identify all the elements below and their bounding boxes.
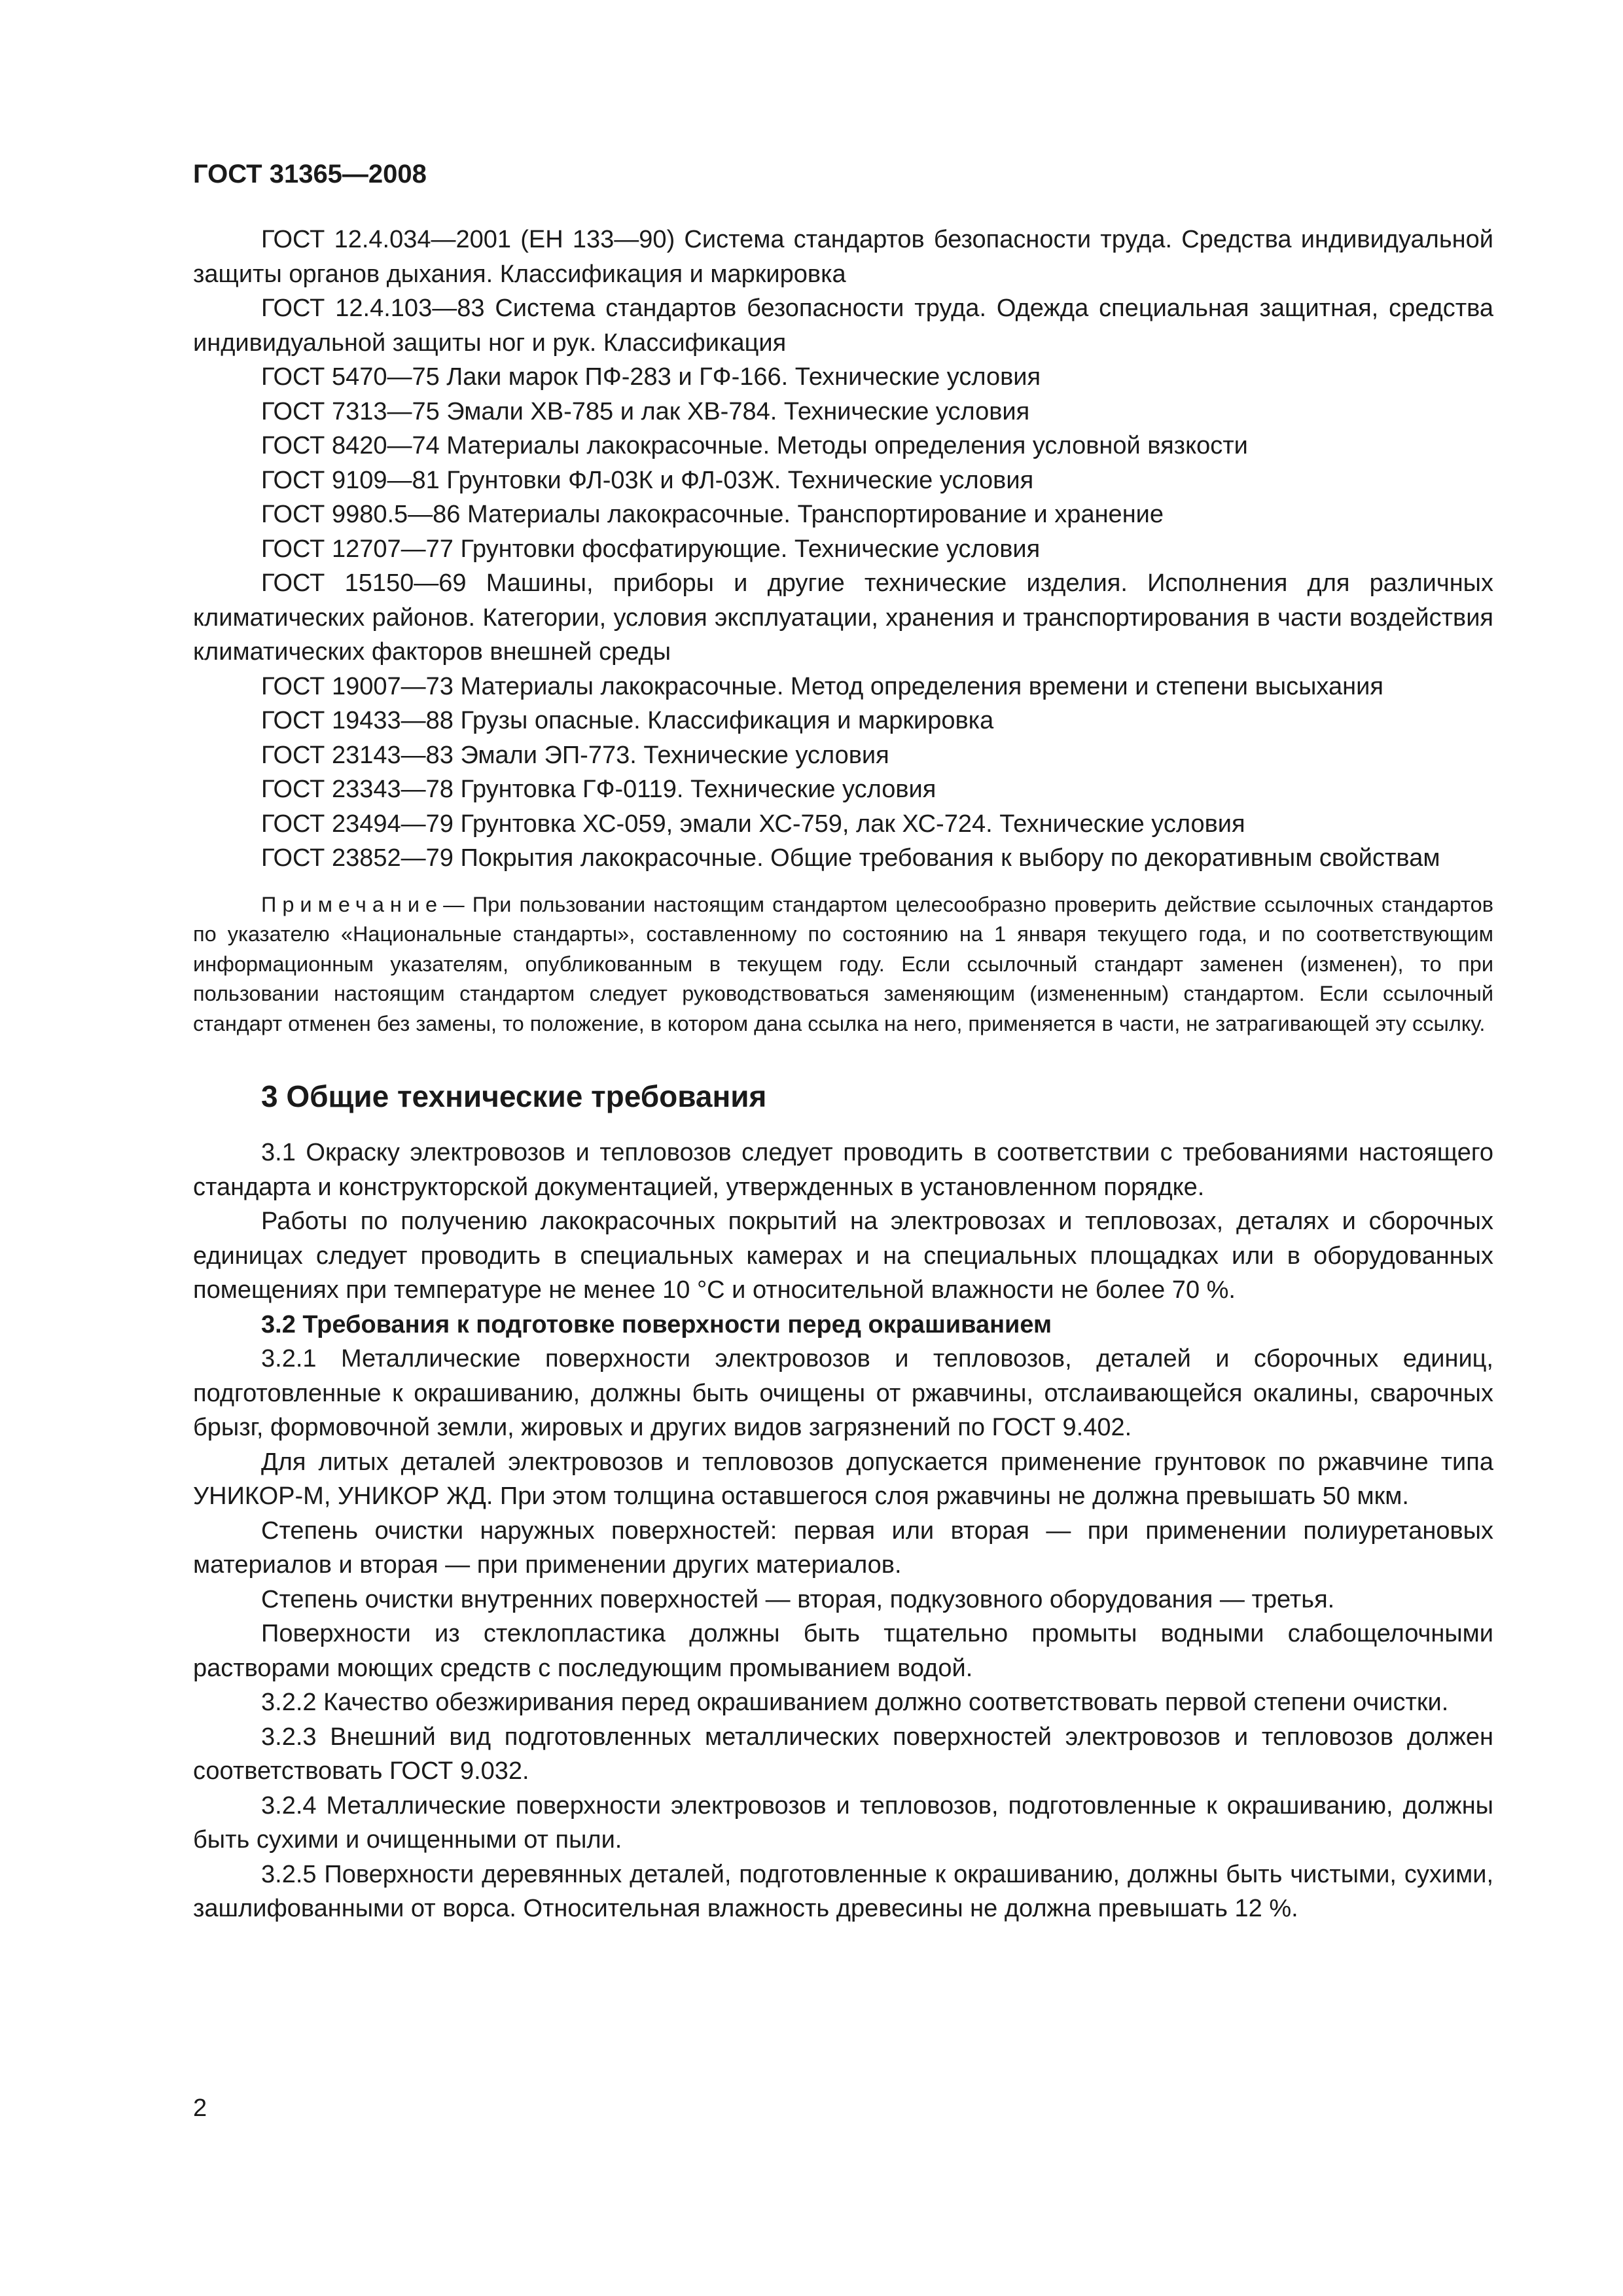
reference-item: ГОСТ 12707—77 Грунтовки фосфатирующие. Технические условия — [261, 535, 1041, 563]
reference-item: ГОСТ 23494—79 Грунтовка ХС-059, эмали ХС-759, лак ХС-724. Технические условия — [261, 810, 1245, 838]
reference-item: ГОСТ 7313—75 Эмали ХВ-785 и лак ХВ-784. Технические условия — [261, 397, 1030, 425]
reference-item: ГОСТ 23852—79 Покрытия лакокрасочные. Общие требования к выбору по декоративным свойствам — [261, 844, 1440, 872]
reference-item: ГОСТ 19007—73 Материалы лакокрасочные. Метод определения времени и степени высыхания — [261, 672, 1383, 700]
normative-references-list — [193, 223, 1493, 876]
section-paragraph: 3.2.2 Качество обезжиривания перед окрашиванием должно соответствовать первой степени очистки. — [261, 1689, 1449, 1716]
section-3-title: 3 Общие технические требования — [261, 1079, 767, 1113]
section-paragraph: Для литых деталей электровозов и тепловозов допускается применение грунтовок по ржавчине типа УНИКОР-М, УНИКОР ЖД. При этом толщина оставшегося слоя ржавчины не должна превышать 50 мкм. — [193, 1448, 1493, 1510]
note-label: Примечание — [261, 892, 444, 916]
reference-item: ГОСТ 9980.5—86 Материалы лакокрасочные. Транспортирование и хранение — [261, 501, 1164, 528]
note-text: — При пользовании настоящим стандартом целесообразно проверить действие ссылочных стандартов по указателю «Национальные стандарты», составленному по состоянию на 1 января текущего года, и по соответствующим информационным указателям, опубликованным в текущем году. Если ссылочный стандарт заменен (изменен), то при пользовании настоящим стандартом следует руководствоваться заменяющим (измененным) стандартом. Если ссылочный стандарт отменен без замены, то положение, в котором дана ссылка на него, применяется в части, не затрагивающей эту ссылку. — [193, 892, 1493, 1035]
section-paragraph: 3.2.4 Металлические поверхности электровозов и тепловозов, подготовленные к окрашиванию, должны быть сухими и очищенными от пыли. — [193, 1791, 1493, 1854]
reference-item: ГОСТ 23343—78 Грунтовка ГФ-0119. Технические условия — [261, 776, 936, 803]
reference-item: ГОСТ 5470—75 Лаки марок ПФ-283 и ГФ-166. Технические условия — [261, 363, 1041, 391]
reference-item: ГОСТ 15150—69 Машины, приборы и другие технические изделия. Исполнения для различных климатических районов. Категории, условия эксплуатации, хранения и транспортирования в части воздействия климатических факторов внешней среды — [193, 569, 1493, 666]
reference-item: ГОСТ 23143—83 Эмали ЭП-773. Технические условия — [261, 741, 889, 769]
reference-item: ГОСТ 12.4.103—83 Система стандартов безопасности труда. Одежда специальная защитная, средства индивидуальной защиты ног и рук. Классификация — [193, 295, 1493, 357]
reference-item: ГОСТ 8420—74 Материалы лакокрасочные. Методы определения условной вязкости — [261, 432, 1248, 459]
section-paragraph: Поверхности из стеклопластика должны быть тщательно промыты водными слабощелочными растворами моющих средств с последующим промыванием водой. — [193, 1620, 1493, 1682]
page-number: 2 — [193, 2094, 207, 2122]
subsection-3-2-title: 3.2 Требования к подготовке поверхности перед окрашиванием — [261, 1310, 1052, 1338]
section-paragraph: 3.2.1 Металлические поверхности электровозов и тепловозов, деталей и сборочных единиц, подготовленные к окрашиванию, должны быть очищены от ржавчины, отслаивающейся окалины, сварочных брызг, формовочной земли, жировых и других видов загрязнений по ГОСТ 9.402. — [193, 1345, 1493, 1441]
section-paragraph: Степень очистки внутренних поверхностей — вторая, подкузовного оборудования — третья. — [261, 1585, 1335, 1613]
section-paragraph: Работы по получению лакокрасочных покрытий на электровозах и тепловозах, деталях и сборочных единицах следует проводить в специальных камерах и на специальных площадках или в оборудованных помещениях при температуре не менее 10 °С и относительной влажности не более 70 %. — [193, 1208, 1493, 1304]
reference-item: ГОСТ 12.4.034—2001 (ЕН 133—90) Система стандартов безопасности труда. Средства индивидуальной защиты органов дыхания. Классификация и маркировка — [193, 226, 1493, 288]
section-paragraph: 3.2.5 Поверхности деревянных деталей, подготовленные к окрашиванию, должны быть чистыми, сухими, зашлифованными от ворса. Относительная влажность древесины не должна превышать 12 %. — [193, 1860, 1493, 1922]
note-paragraph — [193, 890, 1493, 1039]
section-paragraph: 3.2.3 Внешний вид подготовленных металлических поверхностей электровозов и тепловозов должен соответствовать ГОСТ 9.032. — [193, 1723, 1493, 1785]
reference-item: ГОСТ 19433—88 Грузы опасные. Классификация и маркировка — [261, 707, 994, 734]
section-paragraph: 3.1 Окраску электровозов и тепловозов следует проводить в соответствии с требованиями настоящего стандарта и конструкторской документацией, утвержденных в установленном порядке. — [193, 1139, 1493, 1201]
section-paragraph: Степень очистки наружных поверхностей: первая или вторая — при применении полиуретановых материалов и вторая — при применении других материалов. — [193, 1516, 1493, 1579]
section-3-body — [193, 1136, 1493, 1926]
document-header: ГОСТ 31365—2008 — [193, 160, 427, 188]
document-body — [193, 223, 1493, 1926]
reference-item: ГОСТ 9109—81 Грунтовки ФЛ-03К и ФЛ-03Ж. Технические условия — [261, 466, 1034, 494]
